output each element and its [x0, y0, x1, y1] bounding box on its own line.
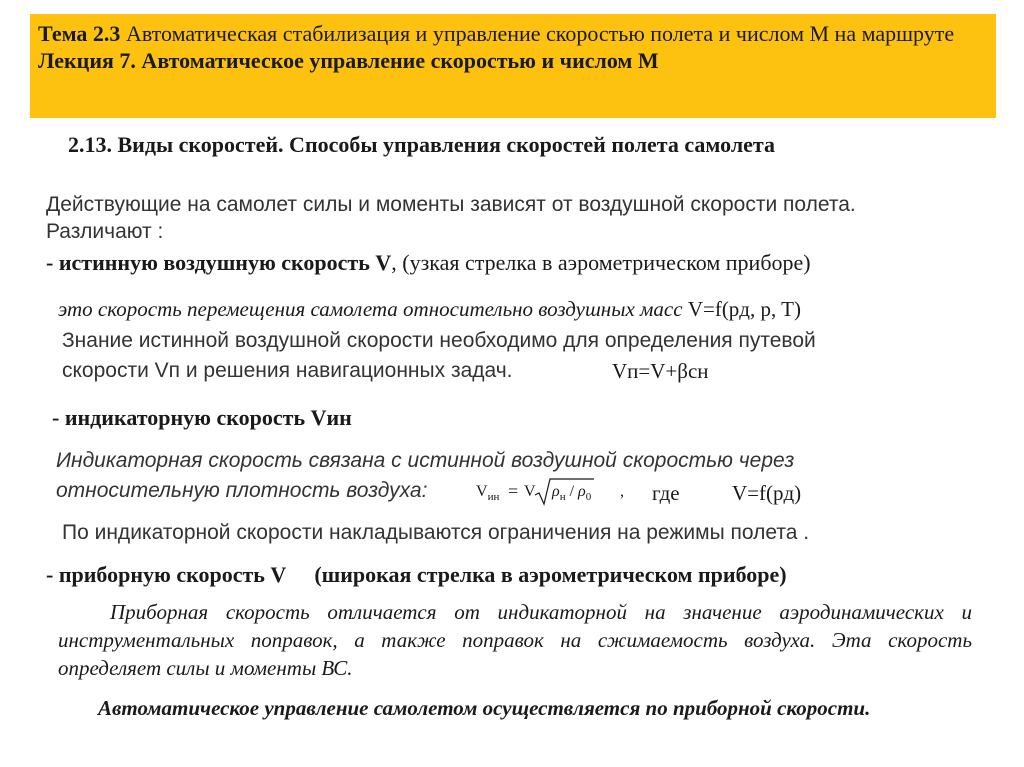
formula-where: где: [652, 481, 680, 505]
conclusion: Автоматическое управление самолетом осуществляется по приборной скорости.: [98, 696, 871, 720]
true-airspeed-item: [46, 250, 811, 276]
ground-speed-formula: Vп=V+βсн: [612, 359, 709, 383]
indicated-airspeed-note: По индикаторной скорости накладываются ограничения на режимы полета .: [62, 521, 810, 544]
section-title: 2.13. Виды скоростей. Способы управления скоростей полета самолета: [68, 132, 776, 157]
formula-comma: ,: [620, 483, 624, 500]
formula-v-ind: $V_{ин}$: [476, 483, 500, 503]
indicated-airspeed-def-2: относительную плотность воздуха:: [56, 479, 428, 502]
lecture-title: Лекция 7. Автоматическое управление скоростью и числом М: [38, 48, 659, 73]
true-airspeed-definition: [58, 296, 801, 322]
topic-label: Тема 2.3: [38, 21, 121, 46]
true-airspeed-def-text: это скорость перемещения самолета относительно воздушных масс: [58, 297, 683, 321]
topic-heading: [38, 20, 988, 47]
topic-banner: [30, 14, 996, 118]
topic-text: Автоматическая стабилизация и управление скоростью полета и числом М на маршруте: [120, 21, 955, 46]
instrument-airspeed-label: - приборную скорость V: [46, 562, 287, 587]
indicated-airspeed-label: - индикаторную скорость Vин: [52, 405, 352, 430]
instrument-airspeed-definition: Приборная скорость отличается от индикаторной на значение аэродинамических и инструментальных поправок, а также поправок на сжимаемость воздуха. Эта скорость определяет силы и моменты ВС.: [58, 600, 972, 680]
instrument-airspeed-item: [46, 562, 787, 588]
indicated-airspeed-def-1: Индикаторная скорость связана с истинной воздушной скоростью через: [56, 449, 795, 472]
formula-rho-ratio: $\rho_н / \rho_0$: [552, 483, 592, 503]
indicated-airspeed-formula: [470, 475, 630, 509]
true-airspeed-def-formula: V=f(pд, p, T): [682, 297, 801, 321]
true-airspeed-text-2: скорости Vп и решения навигационных задач.: [62, 359, 513, 382]
true-airspeed-label: - истинную воздушную скорость V: [46, 250, 392, 275]
true-airspeed-text-1: Знание истинной воздушной скорости необходимо для определения путевой: [62, 329, 816, 352]
formula-equals: =: [508, 481, 519, 501]
formula-v-true: V: [524, 483, 536, 500]
indicated-airspeed-dependence: V=f(pд): [732, 481, 802, 505]
intro-line-1: Действующие на самолет силы и моменты зависят от воздушной скорости полета.: [46, 193, 856, 216]
instrument-airspeed-note: (широкая стрелка в аэрометрическом приборе): [314, 562, 787, 587]
intro-line-2: Различают :: [46, 220, 164, 243]
lecture-heading: [38, 47, 988, 74]
true-airspeed-note: , (узкая стрелка в аэрометрическом приборе): [391, 250, 811, 275]
